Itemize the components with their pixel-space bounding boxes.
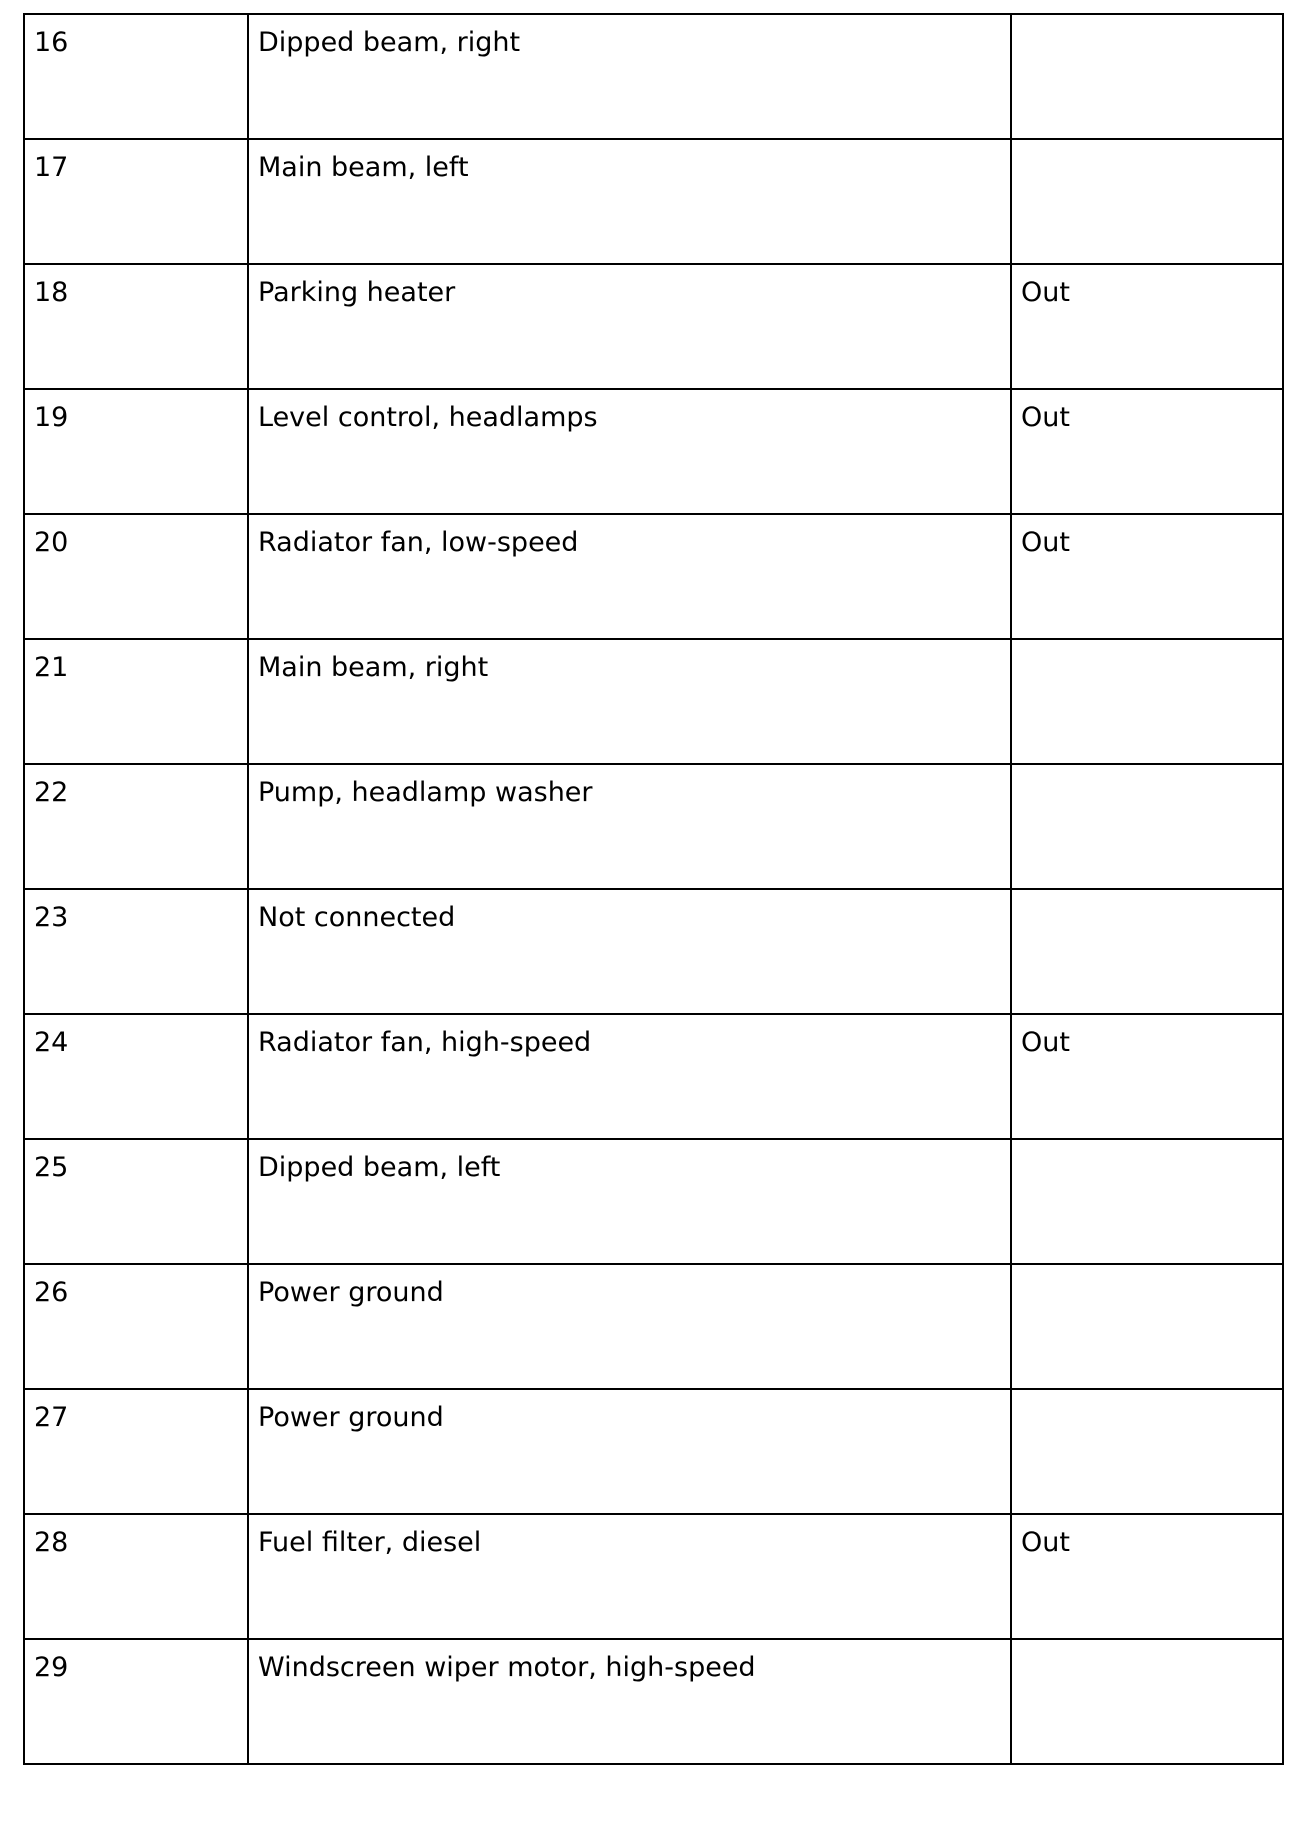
pin-function-cell: Level control, headlamps: [248, 389, 1011, 514]
pin-direction-cell: Out: [1011, 1514, 1283, 1639]
table-row: [24, 1139, 1283, 1264]
pin-function-cell: Dipped beam, left: [248, 1139, 1011, 1264]
table-row: [24, 1264, 1283, 1389]
pin-function-cell: Not connected: [248, 889, 1011, 1014]
pin-direction-cell: [1011, 1639, 1283, 1764]
table-row: [24, 764, 1283, 889]
pin-function-cell: Radiator fan, high-speed: [248, 1014, 1011, 1139]
pin-direction-cell: [1011, 1139, 1283, 1264]
table-row: [24, 139, 1283, 264]
pin-direction-cell: Out: [1011, 264, 1283, 389]
pin-direction-cell: [1011, 764, 1283, 889]
pin-function-cell: Power ground: [248, 1264, 1011, 1389]
pin-number-cell: 20: [24, 514, 248, 639]
pin-number-cell: 16: [24, 14, 248, 139]
table-row: [24, 639, 1283, 764]
pin-function-cell: Windscreen wiper motor, high-speed: [248, 1639, 1011, 1764]
pin-number-cell: 29: [24, 1639, 248, 1764]
table-row: [24, 1514, 1283, 1639]
pin-number-cell: 25: [24, 1139, 248, 1264]
pin-number-cell: 21: [24, 639, 248, 764]
pin-direction-cell: [1011, 639, 1283, 764]
pin-number-cell: 28: [24, 1514, 248, 1639]
pin-direction-cell: [1011, 14, 1283, 139]
pin-direction-cell: Out: [1011, 1014, 1283, 1139]
pin-direction-cell: Out: [1011, 389, 1283, 514]
table-row: [24, 889, 1283, 1014]
pin-function-cell: Fuel filter, diesel: [248, 1514, 1011, 1639]
pin-function-cell: Power ground: [248, 1389, 1011, 1514]
pin-function-cell: Pump, headlamp washer: [248, 764, 1011, 889]
pin-number-cell: 19: [24, 389, 248, 514]
table-row: [24, 389, 1283, 514]
table-row: [24, 1014, 1283, 1139]
pin-table-body: [24, 14, 1283, 1764]
pin-assignment-table: [23, 13, 1284, 1765]
table-row: [24, 1389, 1283, 1514]
table-row: [24, 1639, 1283, 1764]
pin-number-cell: 24: [24, 1014, 248, 1139]
pin-number-cell: 23: [24, 889, 248, 1014]
pin-direction-cell: [1011, 1264, 1283, 1389]
pin-direction-cell: Out: [1011, 514, 1283, 639]
pin-number-cell: 22: [24, 764, 248, 889]
pin-function-cell: Parking heater: [248, 264, 1011, 389]
table-row: [24, 14, 1283, 139]
pin-function-cell: Main beam, left: [248, 139, 1011, 264]
pin-direction-cell: [1011, 139, 1283, 264]
table-row: [24, 264, 1283, 389]
pin-number-cell: 17: [24, 139, 248, 264]
pin-direction-cell: [1011, 889, 1283, 1014]
pin-number-cell: 26: [24, 1264, 248, 1389]
pin-number-cell: 18: [24, 264, 248, 389]
pin-number-cell: 27: [24, 1389, 248, 1514]
pin-function-cell: Dipped beam, right: [248, 14, 1011, 139]
pin-function-cell: Main beam, right: [248, 639, 1011, 764]
pin-direction-cell: [1011, 1389, 1283, 1514]
table-row: [24, 514, 1283, 639]
pin-function-cell: Radiator fan, low-speed: [248, 514, 1011, 639]
